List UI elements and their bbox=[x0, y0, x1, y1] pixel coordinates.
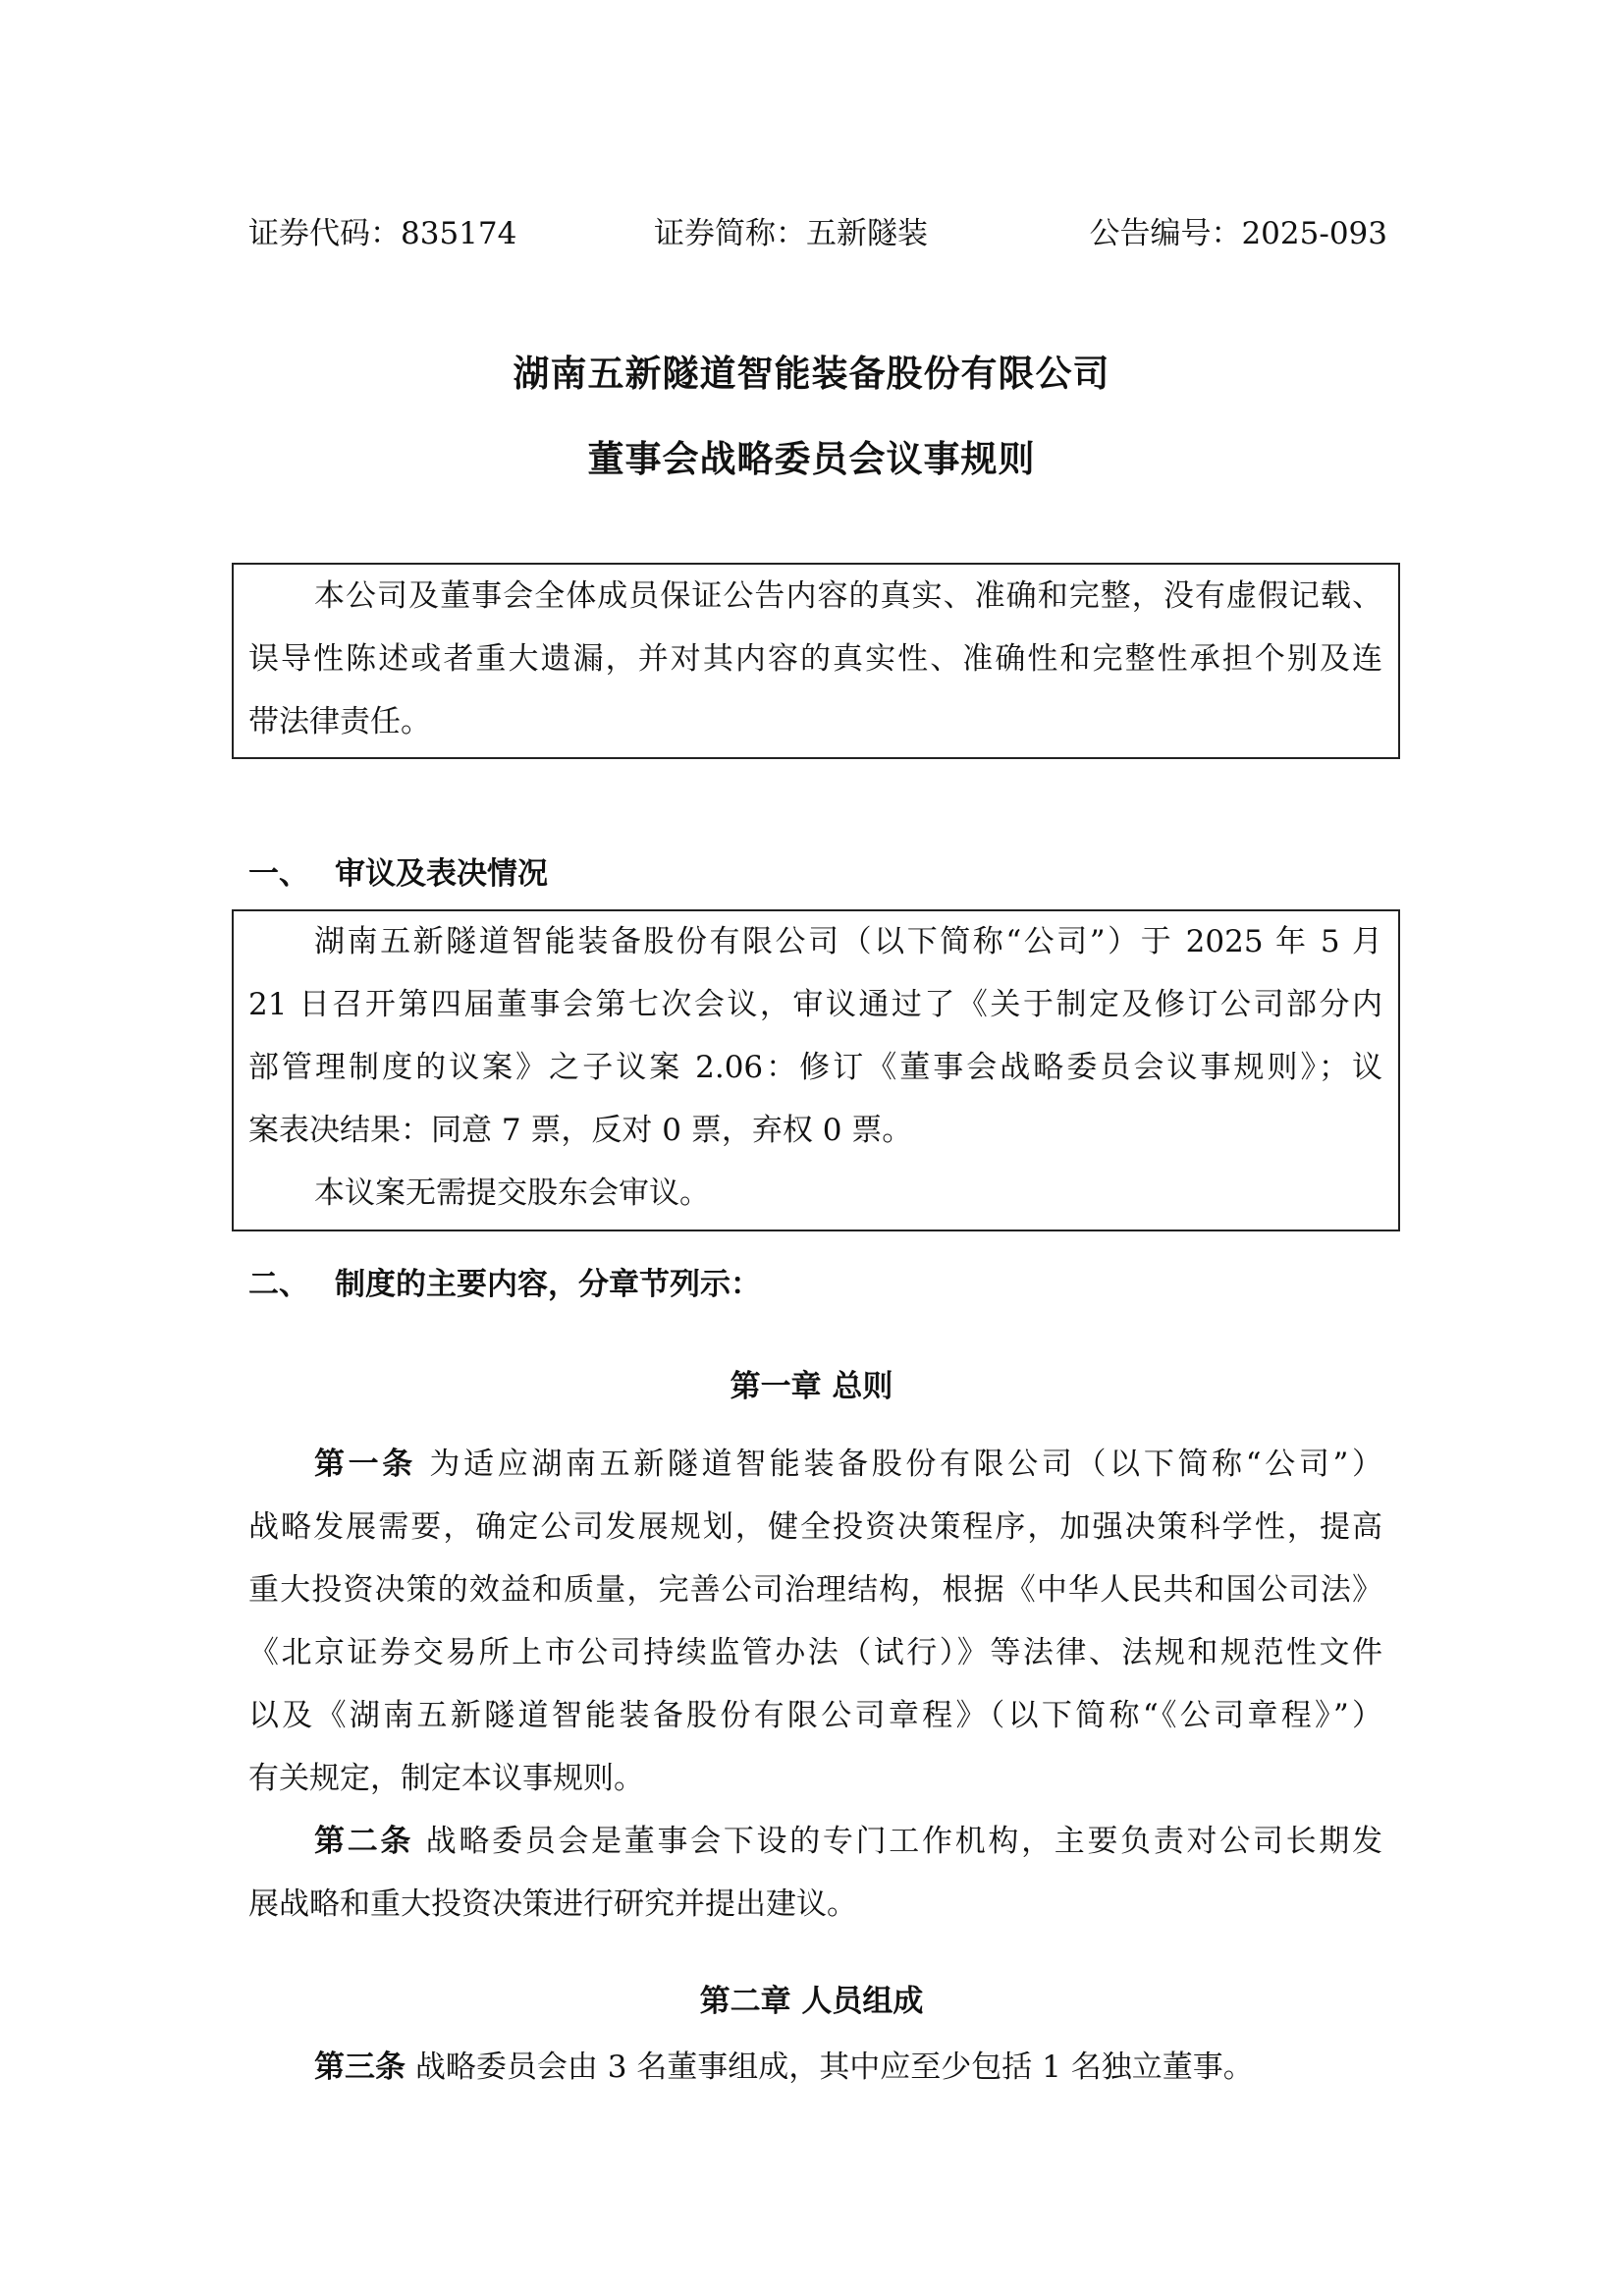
article-line: 有关规定，制定本议事规则。 bbox=[248, 1761, 644, 1796]
article-label: 第三条 bbox=[314, 2050, 406, 2085]
resolution-line: 本议案无需提交股东会审议。 bbox=[314, 1175, 710, 1211]
statement-line: 带法律责任。 bbox=[248, 704, 431, 739]
article-line: 《北京证券交易所上市公司持续监管办法（试行）》等法律、法规和规范性文件 bbox=[248, 1635, 1382, 1670]
resolution-line: 21 日召开第四届董事会第七次会议，审议通过了《关于制定及修订公司部分内 bbox=[248, 987, 1382, 1022]
company-title: 湖南五新隧道智能装备股份有限公司 bbox=[513, 353, 1110, 395]
statement-line: 本公司及董事会全体成员保证公告内容的真实、准确和完整，没有虚假记载、 bbox=[314, 578, 1382, 614]
chapter-heading: 第二章 人员组成 bbox=[699, 1984, 924, 2019]
document-title: 董事会战略委员会议事规则 bbox=[587, 438, 1036, 480]
chapter-heading: 第一章 总则 bbox=[730, 1369, 893, 1404]
statement-line: 误导性陈述或者重大遗漏，并对其内容的真实性、准确性和完整性承担个别及连 bbox=[248, 641, 1382, 677]
section-heading bbox=[248, 848, 548, 893]
article-label: 第二条 bbox=[314, 1824, 414, 1859]
announcement-header bbox=[248, 208, 1387, 255]
article-line: 以及《湖南五新隧道智能装备股份有限公司章程》（以下简称“《公司章程》”） bbox=[248, 1698, 1382, 1733]
article-text: 为适应湖南五新隧道智能装备股份有限公司（以下简称“公司”） bbox=[415, 1447, 1382, 1482]
resolution-line: 案表决结果：同意 7 票，反对 0 票，弃权 0 票。 bbox=[248, 1113, 913, 1148]
section-number: 一、 bbox=[248, 856, 309, 892]
article-line bbox=[314, 2052, 1254, 2083]
section-number: 二、 bbox=[248, 1267, 309, 1302]
article-text: 战略委员会由 3 名董事组成，其中应至少包括 1 名独立董事。 bbox=[406, 2050, 1254, 2085]
stock-code: 证券代码：835174 bbox=[248, 216, 517, 251]
section-title: 审议及表决情况 bbox=[335, 856, 548, 892]
announcement-number: 公告编号：2025-093 bbox=[1089, 216, 1387, 251]
article-line: 展战略和重大投资决策进行研究并提出建议。 bbox=[248, 1886, 857, 1922]
resolution-line: 湖南五新隧道智能装备股份有限公司（以下简称“公司”）于 2025 年 5 月 bbox=[314, 924, 1382, 959]
article-label: 第一条 bbox=[314, 1447, 416, 1482]
section-title: 制度的主要内容，分章节列示： bbox=[335, 1267, 761, 1302]
article-line: 重大投资决策的效益和质量，完善公司治理结构，根据《中华人民共和国公司法》 bbox=[248, 1572, 1382, 1608]
article-line bbox=[314, 1449, 1382, 1480]
article-line: 战略发展需要，确定公司发展规划，健全投资决策程序，加强决策科学性，提高 bbox=[248, 1509, 1382, 1545]
resolution-line: 部管理制度的议案》之子议案 2.06：修订《董事会战略委员会议事规则》；议 bbox=[248, 1050, 1382, 1085]
section-heading bbox=[248, 1259, 761, 1303]
article-text: 战略委员会是董事会下设的专门工作机构，主要负责对公司长期发 bbox=[413, 1824, 1382, 1859]
article-line bbox=[314, 1824, 1382, 1859]
stock-abbreviation: 证券简称：五新隧装 bbox=[654, 216, 928, 251]
